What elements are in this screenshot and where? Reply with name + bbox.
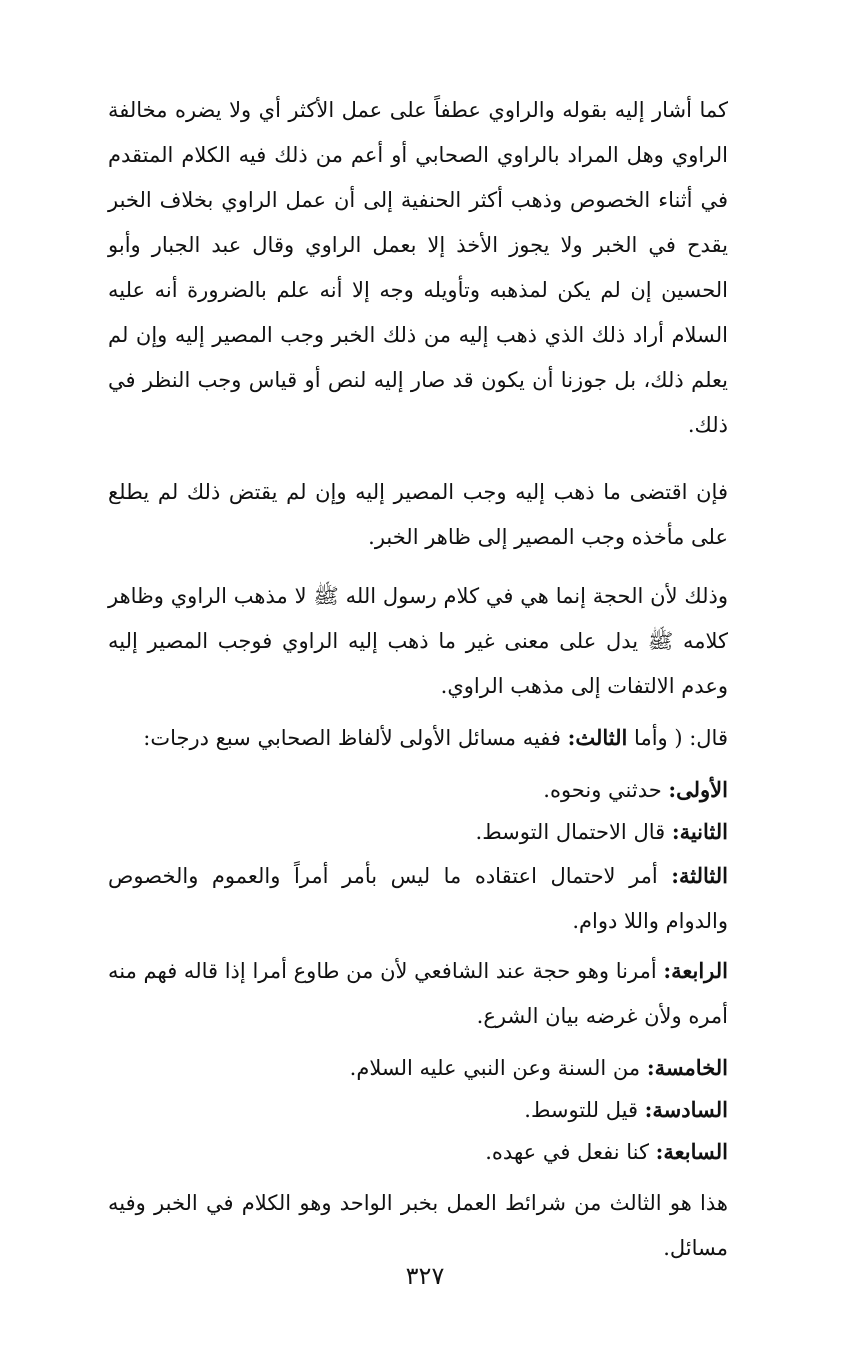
- degree-text: قيل للتوسط.: [524, 1098, 645, 1122]
- degree-6: [108, 1089, 728, 1131]
- degree-text: قال الاحتمال التوسط.: [475, 820, 672, 844]
- degree-7: [108, 1131, 728, 1173]
- paragraph-2: فإن اقتضى ما ذهب إليه وجب المصير إليه وإن لم يقتض ذلك لم يطلع على مأخذه وجب المصير إلى ظاهر الخبر.: [108, 480, 728, 549]
- quote-rest: ففيه مسائل الأولى لألفاظ الصحابي سبع درجات:: [143, 726, 568, 750]
- degree-term: الأولى:: [668, 777, 728, 802]
- degree-text: حدثني ونحوه.: [543, 778, 669, 802]
- degree-4: [108, 948, 728, 1039]
- degree-3: [108, 853, 728, 944]
- degree-2: [108, 811, 728, 853]
- degree-term: الرابعة:: [663, 958, 728, 983]
- quote-term: الثالث:: [567, 725, 628, 750]
- paragraph-3: وذلك لأن الحجة إنما هي في كلام رسول الله ﷺ لا مذهب الراوي وظاهر كلامه ﷺ يدل على معنى غير ما ذهب إليه الراوي فوجب المصير إليه وعدم الالتفات إلى مذهب الراوي.: [108, 584, 728, 698]
- degree-term: الثالثة:: [671, 863, 728, 888]
- page-body: [108, 88, 728, 1271]
- degree-term: الخامسة:: [646, 1055, 728, 1080]
- paragraph-1: كما أشار إليه بقوله والراوي عطفاً على عمل الأكثر أي ولا يضره مخالفة الراوي وهل المراد بالراوي الصحابي أو أعم من ذلك فيه الكلام المتقدم في أثناء الخصوص وذهب أكثر الحنفية إلى أن عمل الراوي بخلاف الخبر يقدح في الخبر ولا يجوز الأخذ إلا بعمل الراوي وقال عبد الجبار وأبو الحسين إن لم يكن لمذهبه وتأويله وجه إلا أنه علم بالضرورة أنه عليه السلام أراد ذلك الذي ذهب إليه من ذلك الخبر وجب المصير إليه وإن لم يعلم ذلك، بل جوزنا أن يكون قد صار إليه لنص أو قياس وجب النظر في ذلك.: [108, 98, 728, 437]
- degree-1: [108, 769, 728, 811]
- closing-paragraph: هذا هو الثالث من شرائط العمل بخبر الواحد وهو الكلام في الخبر وفيه مسائل.: [108, 1191, 728, 1260]
- degree-term: السادسة:: [644, 1097, 728, 1122]
- degree-text: أمرنا وهو حجة عند الشافعي لأن من طاوع أمرا إذا قاله فهم منه أمره ولأن غرضه بيان الشرع.: [108, 959, 728, 1028]
- degree-5: [108, 1047, 728, 1089]
- degrees-list: [108, 769, 728, 1173]
- quote-intro: [108, 715, 728, 761]
- degree-term: السابعة:: [655, 1139, 728, 1164]
- degree-text: من السنة وعن النبي عليه السلام.: [349, 1056, 647, 1080]
- page-number: ٣٢٧: [405, 1262, 445, 1290]
- degree-text: أمر لاحتمال اعتقاده ما ليس بأمر أمراً والعموم والخصوص والدوام واللا دوام.: [108, 864, 728, 933]
- degree-term: الثانية:: [671, 819, 728, 844]
- quote-prefix: قال: ( وأما: [627, 726, 728, 750]
- degree-text: كنا نفعل في عهده.: [485, 1140, 656, 1164]
